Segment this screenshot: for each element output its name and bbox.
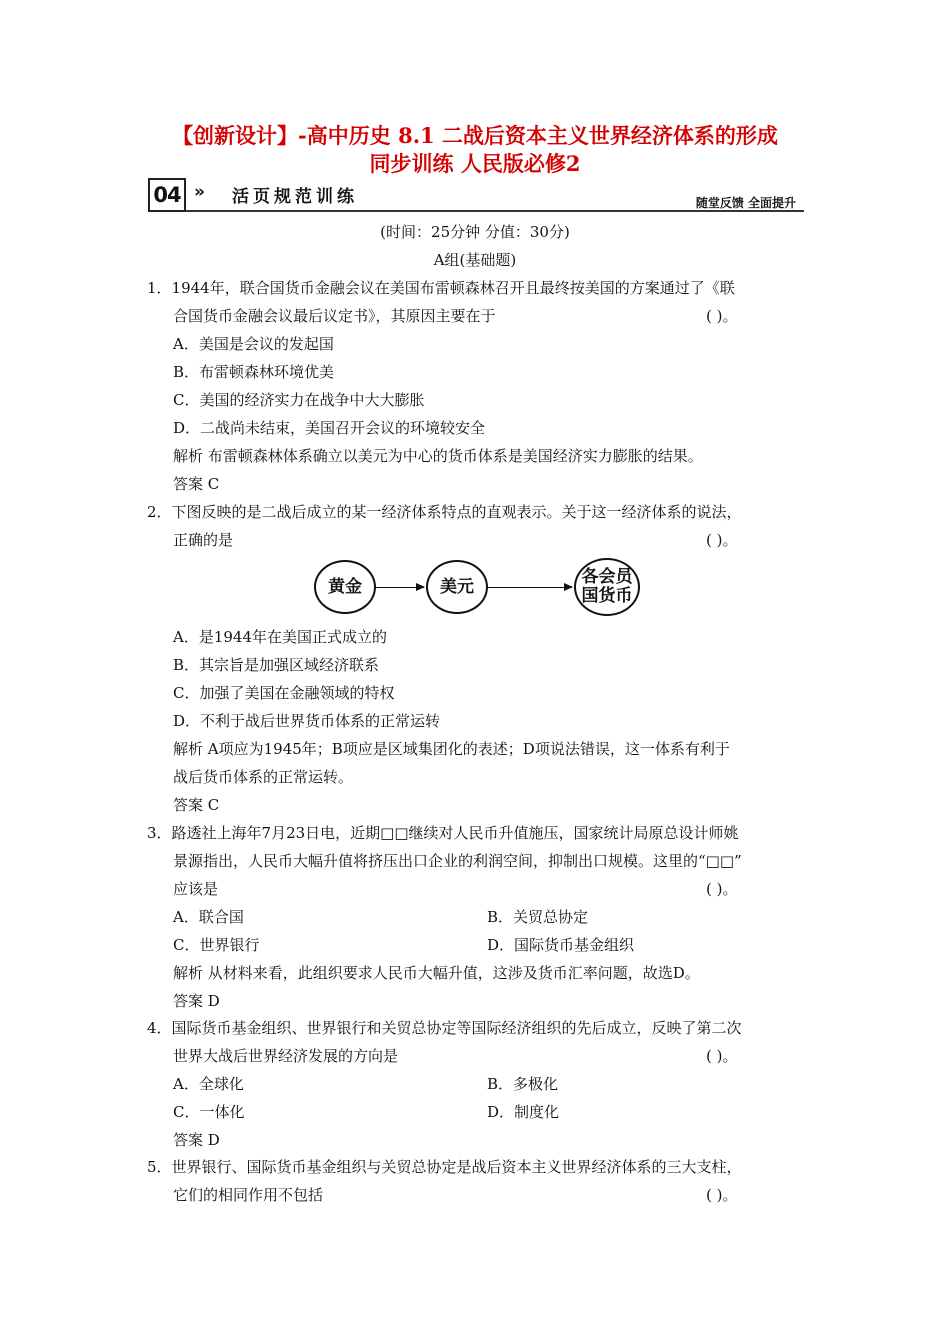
document-title-line-1: 【创新设计】-高中历史 8.1 二战后资本主义世界经济体系的形成 bbox=[172, 123, 778, 148]
time-score-info: (时间：25分钟 分值：30分) bbox=[380, 223, 570, 241]
question-stem: 它们的相同作用不包括 bbox=[173, 1186, 324, 1204]
question-stem: 3．路透社上海年7月23日电，近期□□继续对人民币升值施压，国家统计局原总设计师姚 bbox=[147, 824, 739, 842]
option-a: A．全球化 bbox=[173, 1075, 244, 1093]
option-b: B．其宗旨是加强区域经济联系 bbox=[173, 656, 380, 674]
chevron-icon: » bbox=[194, 182, 205, 202]
question-stem: 4．国际货币基金组织、世界银行和关贸总协定等国际经济组织的先后成立，反映了第二次 bbox=[147, 1019, 742, 1037]
question-stem: 正确的是 bbox=[173, 531, 234, 549]
section-tagline: 随堂反馈 全面提升 bbox=[695, 196, 796, 210]
option-d: D．不利于战后世界货币体系的正常运转 bbox=[173, 712, 441, 730]
option-c: C．一体化 bbox=[173, 1103, 245, 1121]
option-d: D．二战尚未结束，美国召开会议的环境较安全 bbox=[173, 419, 486, 437]
question-stem: 应该是 bbox=[173, 880, 219, 898]
option-c: C．美国的经济实力在战争中大大膨胀 bbox=[173, 391, 425, 409]
group-heading: A组(基础题) bbox=[433, 251, 517, 269]
option-b: B．多极化 bbox=[487, 1075, 559, 1093]
question-stem: 景源指出，人民币大幅升值将挤压出口企业的利润空间，抑制出口规模。这里的“□□” bbox=[173, 852, 742, 870]
answer: 答案 D bbox=[173, 992, 220, 1010]
diagram-node-member-currency: 各会员 国货币 bbox=[574, 558, 640, 616]
option-d: D．国际货币基金组织 bbox=[487, 936, 635, 954]
analysis: 解析 从材料来看，此组织要求人民币大幅升值，这涉及货币汇率问题，故选D。 bbox=[173, 964, 700, 982]
section-label: 活页规范训练 bbox=[232, 187, 358, 207]
question-stem: 1．1944年，联合国货币金融会议在美国布雷顿森林召开且最终按美国的方案通过了《联 bbox=[147, 279, 735, 297]
option-c: C．世界银行 bbox=[173, 936, 260, 954]
arrow-icon bbox=[376, 587, 424, 588]
option-c: C．加强了美国在金融领域的特权 bbox=[173, 684, 395, 702]
question-stem: 2．下图反映的是二战后成立的某一经济体系特点的直观表示。关于这一经济体系的说法， bbox=[147, 503, 742, 521]
answer: 答案 D bbox=[173, 1131, 220, 1149]
diagram-node-dollar: 美元 bbox=[426, 560, 488, 614]
banner-rule bbox=[186, 210, 804, 212]
answer-blank: ( )。 bbox=[706, 307, 738, 325]
analysis: 解析 布雷顿森林体系确立以美元为中心的货币体系是美国经济实力膨胀的结果。 bbox=[173, 447, 703, 465]
option-b: B．关贸总协定 bbox=[487, 908, 589, 926]
question-stem: 世界大战后世界经济发展的方向是 bbox=[173, 1047, 399, 1065]
analysis: 解析 A项应为1945年；B项应是区域集团化的表述；D项说法错误，这一体系有利于 bbox=[173, 740, 730, 758]
option-a: A．美国是会议的发起国 bbox=[173, 335, 334, 353]
option-a: A．联合国 bbox=[173, 908, 244, 926]
question-stem: 5．世界银行、国际货币基金组织与关贸总协定是战后资本主义世界经济体系的三大支柱， bbox=[147, 1158, 742, 1176]
answer-blank: ( )。 bbox=[706, 880, 738, 898]
analysis-continued: 战后货币体系的正常运转。 bbox=[173, 768, 354, 786]
document-title-line-2: 同步训练 人民版必修2 bbox=[369, 151, 581, 176]
section-banner bbox=[148, 178, 804, 214]
diagram-node-gold: 黄金 bbox=[314, 560, 376, 614]
question-stem: 合国货币金融会议最后议定书》，其原因主要在于 bbox=[173, 307, 496, 325]
answer-blank: ( )。 bbox=[706, 1186, 738, 1204]
arrow-icon bbox=[488, 587, 572, 588]
section-number-badge: 04 bbox=[148, 178, 186, 212]
answer-blank: ( )。 bbox=[706, 1047, 738, 1065]
option-a: A．是1944年在美国正式成立的 bbox=[173, 628, 388, 646]
currency-flow-diagram bbox=[310, 560, 650, 620]
option-d: D．制度化 bbox=[487, 1103, 560, 1121]
answer: 答案 C bbox=[173, 475, 220, 493]
option-b: B．布雷顿森林环境优美 bbox=[173, 363, 335, 381]
answer-blank: ( )。 bbox=[706, 531, 738, 549]
answer: 答案 C bbox=[173, 796, 220, 814]
